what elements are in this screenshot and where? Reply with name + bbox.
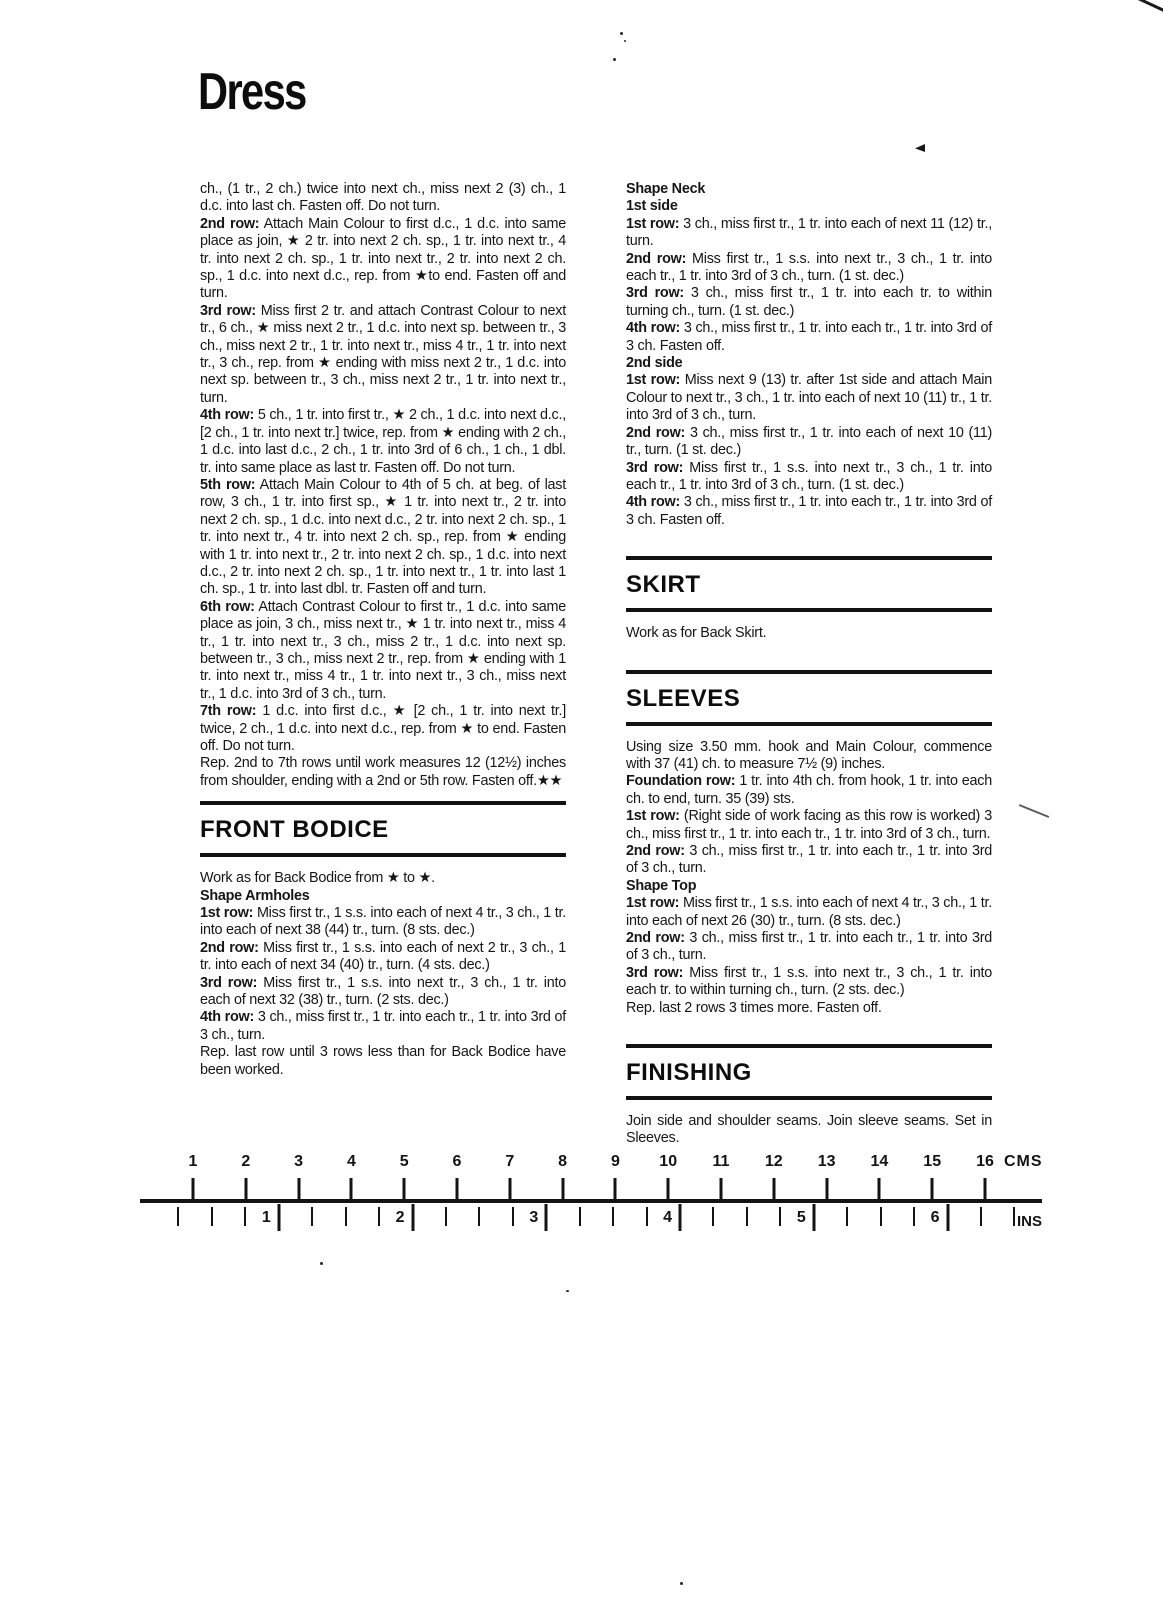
row-text: Miss first tr., 1 s.s. into each of next 4 tr., 3 ch., 1 tr. into each of next 38 (44) tr., turn. (8 sts. dec.) (200, 905, 566, 939)
back-bodice-continued-rows (200, 181, 566, 790)
ruler (0, 1140, 1163, 1270)
row-label: 1st row: (626, 808, 680, 825)
ruler-cm-tick (720, 1178, 723, 1199)
scan-artifact-corner-line (1106, 0, 1163, 12)
row-label: 6th row: (200, 598, 255, 615)
pattern-row (200, 599, 566, 703)
pattern-row (626, 625, 992, 642)
row-label: Shape Neck (626, 181, 706, 197)
row-label: 2nd row: (200, 939, 259, 956)
pattern-row (626, 878, 992, 895)
scan-artifact-dot (680, 1582, 683, 1585)
ruler-cm-tick (667, 1178, 670, 1199)
ruler-cm-number: 8 (558, 1153, 568, 1170)
row-text: ch., (1 tr., 2 ch.) twice into next ch., miss next 2 (3) ch., 1 d.c. into last ch. Fasten off. Do not turn. (200, 181, 566, 215)
row-label: 4th row: (626, 320, 681, 337)
row-text: Attach Main Colour to 4th of 5 ch. at beg. of last row, 3 ch., 1 tr. into first sp., ★ 1 tr. into next tr., 2 tr. into next 2 ch. sp., 1 d.c. into next d.c., 2 tr. into next 2 ch. sp., 1 tr. into next tr., 4 tr. into next 2 ch. sp., rep. from ★ ending with 1 tr. into next tr., 2 tr. into next 2 ch. sp., 1 d.c. into next d.c., 2 tr. into next 2 ch. sp., 1 tr. into next tr., 1 tr. into last 1 ch. sp., 1 tr. into last dbl. tr. Fasten off and turn. (200, 476, 566, 598)
pattern-row (200, 940, 566, 975)
row-label: 4th row: (200, 1009, 255, 1026)
ruler-inch-number: 2 (395, 1209, 405, 1226)
section-heading-text: SKIRT (626, 571, 701, 599)
pattern-row (626, 1000, 992, 1017)
ruler-cm-number: 3 (294, 1153, 304, 1170)
ruler-inch-tick (746, 1207, 748, 1226)
ruler-inch-tick (980, 1207, 982, 1226)
section-heading-text: SLEEVES (626, 684, 741, 712)
pattern-row (626, 320, 992, 355)
row-text: Miss first tr., 1 s.s. into each of next 2 tr., 3 ch., 1 tr. into each of next 34 (40) tr., turn. (4 sts. dec.) (200, 939, 566, 974)
row-label: 3rd row: (626, 285, 684, 302)
pattern-row (200, 407, 566, 477)
ruler-cm-tick (614, 1178, 617, 1199)
row-text: 5 ch., 1 tr. into first tr., ★ 2 ch., 1 d.c. into next d.c., [2 ch., 1 tr. into next tr.] twice, rep. from ★ ending with 2 ch., 1 d.c. into last d.c., 2 ch., 1 tr. into 3rd of 6 ch., 1 ch., 1 dbl. tr. into same place as last tr. Fasten off. Do not turn. (200, 407, 566, 476)
ruler-cm-tick (244, 1178, 247, 1199)
ruler-inch-tick (345, 1207, 347, 1226)
row-text: Miss next 9 (13) tr. after 1st side and attach Main Colour to next tr., 3 ch., 1 tr. into each of next 10 (11) tr., 1 tr. into 3rd of 3 ch., turn. (626, 372, 992, 424)
ruler-ins-unit-label: INS (1017, 1213, 1043, 1230)
ruler-inch-number: 5 (796, 1209, 806, 1226)
ruler-cm-number: 10 (659, 1153, 678, 1170)
ruler-inch-tick (646, 1207, 648, 1226)
ruler-cm-number: 12 (764, 1153, 783, 1170)
row-text: Miss first tr., 1 s.s. into next tr., 3 ch., 1 tr. into each tr., 1 tr. into 3rd of 3 ch., turn. (1 st. dec.) (626, 459, 992, 493)
ruler-inch-tick (445, 1207, 447, 1226)
row-text: 1 tr. into 4th ch. from hook, 1 tr. into each ch. to end, turn. 35 (39) sts. (626, 773, 992, 807)
row-text: Miss first 2 tr. and attach Contrast Colour to next tr., 6 ch., ★ miss next 2 tr., 1 d.c. into next sp. between tr., 3 ch., miss next 2 tr., 1 tr. into next tr., miss 4 tr., 1 tr. into next tr., 3 ch., rep. from ★ ending with miss next 2 tr., 1 d.c. into next sp. between tr., 3 ch., miss next 2 tr., 1 tr. into next tr., turn. (200, 302, 566, 406)
row-text: 1 d.c. into first d.c., ★ [2 ch., 1 tr. into next tr.] twice, 2 ch., 1 d.c. into next d.c., rep. from ★ to end. Fasten off. Do not turn. (200, 703, 566, 754)
row-label: 3rd row: (626, 459, 684, 476)
ruler-inch-tick (579, 1207, 581, 1226)
page-title (198, 62, 333, 122)
row-label: Shape Armholes (200, 887, 310, 904)
ruler-cm-number: 13 (817, 1153, 836, 1170)
section-heading-text: FRONT BODICE (200, 816, 389, 844)
ruler-inch-tick (1013, 1207, 1015, 1226)
pattern-row (626, 895, 992, 930)
right-column (626, 181, 992, 1148)
pattern-row (626, 251, 992, 286)
row-text: (Right side of work facing as this row is worked) 3 ch., miss first tr., 1 tr. into each tr., 1 tr. into 3rd of 3 ch., turn. (626, 808, 992, 842)
section-heading-front-bodice (200, 801, 566, 857)
ruler-cm-number: 7 (505, 1153, 515, 1170)
row-text: 3 ch., miss first tr., 1 tr. into each tr., 1 tr. into 3rd of 3 ch., turn. (626, 930, 992, 964)
ruler-cm-number: 5 (399, 1153, 409, 1170)
pattern-row (626, 739, 992, 774)
ruler-cm-number: 4 (346, 1153, 356, 1170)
ruler-inch-number: 4 (663, 1209, 673, 1226)
ruler-inch-number: 3 (529, 1209, 539, 1226)
ruler-inch-tick (846, 1207, 848, 1226)
ruler-cm-tick (931, 1178, 934, 1199)
pattern-row (626, 355, 992, 372)
ruler-inch-tick (378, 1207, 380, 1226)
ruler-cm-number: 15 (923, 1153, 942, 1170)
scan-artifact-dot (566, 1290, 569, 1292)
row-label: 1st row: (200, 905, 254, 922)
page-title-text: Dress (198, 63, 306, 121)
row-label: 3rd row: (200, 974, 258, 991)
ruler-inch-tick (545, 1204, 548, 1231)
ruler-cm-tick (192, 1178, 195, 1199)
ruler-inch-tick (411, 1204, 414, 1231)
row-text: 3 ch., miss first tr., 1 tr. into each of next 10 (11) tr., turn. (1 st. dec.) (626, 424, 992, 459)
row-text: Miss first tr., 1 s.s. into next tr., 3 ch., 1 tr. into each tr. to within turning ch., turn. (2 sts. dec.) (626, 964, 992, 999)
pattern-row (200, 303, 566, 407)
scan-artifact-dot (624, 40, 626, 42)
ruler-inch-tick (880, 1207, 882, 1226)
row-text: Rep. last 2 rows 3 times more. Fasten off. (626, 999, 882, 1016)
shape-neck-rows (626, 181, 992, 529)
left-column (200, 181, 566, 1079)
ruler-inch-tick (478, 1207, 480, 1226)
row-label: Foundation row: (626, 773, 736, 790)
row-label: 2nd side (626, 355, 683, 372)
row-text: Miss first tr., 1 s.s. into each of next 4 tr., 3 ch., 1 tr. into each of next 26 (30) tr., turn. (8 sts. dec.) (626, 895, 992, 929)
row-label: 2nd row: (200, 215, 260, 232)
pattern-row (200, 181, 566, 216)
pattern-row (200, 1044, 566, 1079)
scan-artifact-dot (620, 32, 623, 35)
pattern-row (626, 181, 992, 198)
ruler-inch-tick (913, 1207, 915, 1226)
row-label: 1st side (626, 198, 678, 215)
pattern-row (626, 965, 992, 1000)
row-text: Work as for Back Bodice from ★ to ★. (200, 870, 435, 887)
row-text: Attach Main Colour to first d.c., 1 d.c. into same place as join, ★ 2 tr. into next 2 ch. sp., 1 tr. into next tr., 4 tr. into next 2 ch. sp., 1 tr. into next tr., 2 tr. into next 2 ch. sp., 1 d.c. into next d.c., rep. from ★to end. Fasten off and turn. (200, 215, 566, 302)
row-text: Work as for Back Skirt. (626, 625, 767, 642)
ruler-cm-tick (350, 1178, 353, 1199)
pattern-row (200, 755, 566, 790)
pattern-row (626, 216, 992, 251)
pattern-row (626, 372, 992, 424)
pattern-row (626, 494, 992, 529)
ruler-cm-tick (456, 1178, 459, 1199)
row-text: Miss first tr., 1 s.s. into next tr., 3 ch., 1 tr. into each tr., 1 tr. into 3rd of 3 ch., turn. (1 st. dec.) (626, 250, 992, 285)
row-label: 1st row: (626, 372, 681, 389)
ruler-inch-tick (779, 1207, 781, 1226)
skirt-rows (626, 625, 992, 642)
row-label: 5th row: (200, 476, 256, 493)
row-label: 2nd row: (626, 424, 686, 441)
ruler-cm-tick (878, 1178, 881, 1199)
row-label: 4th row: (626, 494, 681, 511)
row-text: 3 ch., miss first tr., 1 tr. into each tr., 1 tr. into 3rd of 3 ch. Fasten off. (626, 320, 992, 354)
front-bodice-rows (200, 870, 566, 1079)
pattern-row (200, 477, 566, 599)
row-text: 3 ch., miss first tr., 1 tr. into each tr. to within turning ch., turn. (1 st. dec.) (626, 285, 992, 319)
ruler-inch-tick (612, 1207, 614, 1226)
row-label: Shape Top (626, 877, 697, 894)
pattern-row (626, 198, 992, 215)
ruler-cm-number: 14 (870, 1153, 889, 1170)
ruler-inch-tick (244, 1207, 246, 1226)
pattern-row (200, 975, 566, 1010)
ruler-cm-tick (772, 1178, 775, 1199)
ruler-inch-tick (679, 1204, 682, 1231)
ruler-inch-tick (812, 1204, 815, 1231)
ruler-cm-tick (561, 1178, 564, 1199)
ruler-cm-number: 2 (241, 1153, 251, 1170)
row-label: 7th row: (200, 703, 257, 720)
pattern-row (626, 843, 992, 878)
ruler-inch-tick (311, 1207, 313, 1226)
row-text: Attach Contrast Colour to first tr., 1 d.c. into same place as join, 3 ch., miss next tr., ★ 1 tr. into next tr., miss 4 tr., 1 tr. into next tr., 3 ch., miss 2 tr., 1 d.c. into next sp. between tr., 3 ch., miss next 2 tr., rep. from ★ ending with 1 tr. into next tr., miss 4 tr., 1 tr. into next tr., 3 ch., miss next tr., 1 d.c. into 3rd of 3 ch., turn. (200, 598, 567, 702)
section-heading-sleeves (626, 670, 992, 726)
ruler-cm-unit-label: CMS (1004, 1153, 1043, 1170)
pattern-row (200, 870, 566, 887)
ruler-cm-tick (297, 1178, 300, 1199)
ruler-cm-number: 9 (610, 1153, 620, 1170)
pattern-row (200, 703, 566, 755)
ruler-cm-number: 11 (712, 1153, 730, 1170)
ruler-inch-tick (277, 1204, 280, 1231)
scan-artifact-margin-line (1019, 804, 1049, 818)
pattern-row (626, 285, 992, 320)
pattern-row (626, 808, 992, 843)
ruler-inch-number: 1 (261, 1209, 271, 1226)
ruler-cm-number: 16 (976, 1153, 994, 1170)
row-text: Rep. last row until 3 rows less than for Back Bodice have been worked. (200, 1044, 566, 1078)
ruler-cm-tick (403, 1178, 406, 1199)
row-text: 3 ch., miss first tr., 1 tr. into each tr., 1 tr. into 3rd of 3 ch., turn. (200, 1009, 566, 1043)
pattern-row (626, 930, 992, 965)
pattern-row (626, 773, 992, 808)
ruler-inch-tick (211, 1207, 213, 1226)
row-text: Join side and shoulder seams. Join sleeve seams. Set in Sleeves. (626, 1113, 992, 1147)
row-text: Rep. 2nd to 7th rows until work measures 12 (12½) inches from shoulder, ending with a 2nd or 5th row. Fasten off.★★ (200, 755, 566, 789)
ruler-inch-tick (712, 1207, 714, 1226)
scan-artifact-dot (613, 58, 616, 61)
row-label: 1st row: (626, 215, 680, 232)
scan-artifact-dot (320, 1262, 323, 1265)
row-label: 2nd row: (626, 842, 685, 859)
pattern-row (200, 1009, 566, 1044)
ruler-cm-tick (508, 1178, 511, 1199)
row-label: 3rd row: (200, 302, 256, 319)
ruler-cm-number: 6 (452, 1153, 462, 1170)
row-label: 1st row: (626, 895, 680, 912)
pattern-row (200, 216, 566, 303)
ruler-cm-tick (984, 1178, 987, 1199)
ruler-cm-number: 1 (188, 1153, 198, 1170)
row-text: Miss first tr., 1 s.s. into next tr., 3 ch., 1 tr. into each of next 32 (38) tr., turn. (2 sts. dec.) (200, 974, 566, 1009)
row-label: 3rd row: (626, 964, 684, 981)
section-heading-finishing (626, 1044, 992, 1100)
row-label: 4th row: (200, 407, 255, 424)
scan-artifact-speck (915, 144, 925, 152)
pattern-row (626, 460, 992, 495)
ruler-cm-tick (825, 1178, 828, 1199)
ruler-inch-tick (512, 1207, 514, 1226)
pattern-row (200, 888, 566, 905)
row-text: 3 ch., miss first tr., 1 tr. into each tr., 1 tr. into 3rd of 3 ch., turn. (626, 842, 992, 877)
row-text: 3 ch., miss first tr., 1 tr. into each of next 11 (12) tr., turn. (626, 215, 992, 250)
ruler-inch-number: 6 (930, 1209, 940, 1226)
ruler-baseline (140, 1199, 1042, 1203)
pattern-row (200, 905, 566, 940)
section-heading-text: FINISHING (626, 1059, 752, 1087)
sleeves-rows (626, 739, 992, 1018)
row-label: 2nd row: (626, 930, 685, 946)
row-text: 3 ch., miss first tr., 1 tr. into each tr., 1 tr. into 3rd of 3 ch. Fasten off. (626, 494, 992, 528)
section-heading-skirt (626, 556, 992, 612)
ruler-inch-tick (946, 1204, 949, 1231)
row-text: Using size 3.50 mm. hook and Main Colour, commence with 37 (41) ch. to measure 7½ (9) inches. (626, 738, 992, 772)
row-label: 2nd row: (626, 250, 687, 267)
pattern-row (626, 425, 992, 460)
ruler-inch-tick (177, 1207, 179, 1226)
